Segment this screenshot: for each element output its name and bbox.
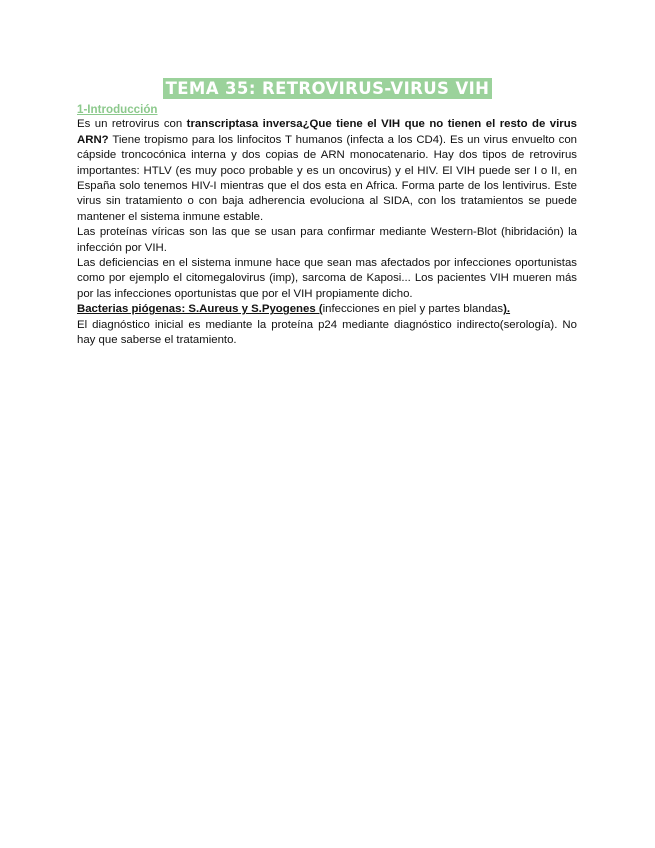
paragraph-intro-lead: Es un retrovirus con xyxy=(77,118,187,131)
section-heading: 1-Introducción xyxy=(77,103,158,116)
title-container xyxy=(0,78,655,99)
paragraph-deficiencies: Las deficiencias en el sistema inmune hace que sean mas afectados por infecciones oportunistas como por ejemplo el citomegalovirus (imp), sarcoma de Kaposi... Los pacientes VIH mueren más por las infecciones oportunistas que por el VIH propiamente dicho. xyxy=(77,257,577,300)
bacteria-close: ). xyxy=(503,303,511,316)
paragraph-diagnosis: El diagnóstico inicial es mediante la proteína p24 mediante diagnóstico indirecto(serología). No hay que saberse el tratamiento. xyxy=(77,318,577,347)
paragraph-intro xyxy=(77,117,577,225)
bacteria-detail: infecciones en piel y partes blandas xyxy=(322,303,504,316)
document-body xyxy=(77,102,577,349)
paragraph-proteins: Las proteínas víricas son las que se usan para confirmar mediante Western-Blot (hibridación) la infección por VIH. xyxy=(77,226,577,254)
paragraph-intro-bold: transcriptasa inversa¿Que tiene el VIH que no tienen el resto de virus ARN? xyxy=(77,118,577,146)
document-title: TEMA 35: RETROVIRUS-VIRUS VIH xyxy=(163,78,493,99)
paragraph-intro-rest: Tiene tropismo para los linfocitos T humanos (infecta a los CD4). Es un virus envuelto con cápside troncocónica interna y dos copias de ARN monocatenario. Hay dos tipos de retrovirus importantes: HTLV (es muy poco probable y es un oncovirus) y el HIV. El VIH puede ser I o II, en España solo tenemos HIV-I mientras que el dos esta en Africa. Forma parte de los lentivirus. Este virus sin tratamiento o con baja adherencia evoluciona al SIDA, con los tratamientos se puede mantener el sistema inmune estable. xyxy=(77,133,577,223)
paragraph-bacteria xyxy=(77,302,577,317)
bacteria-label: Bacterias piógenas: S.Aureus y S.Pyogenes ( xyxy=(77,303,323,316)
